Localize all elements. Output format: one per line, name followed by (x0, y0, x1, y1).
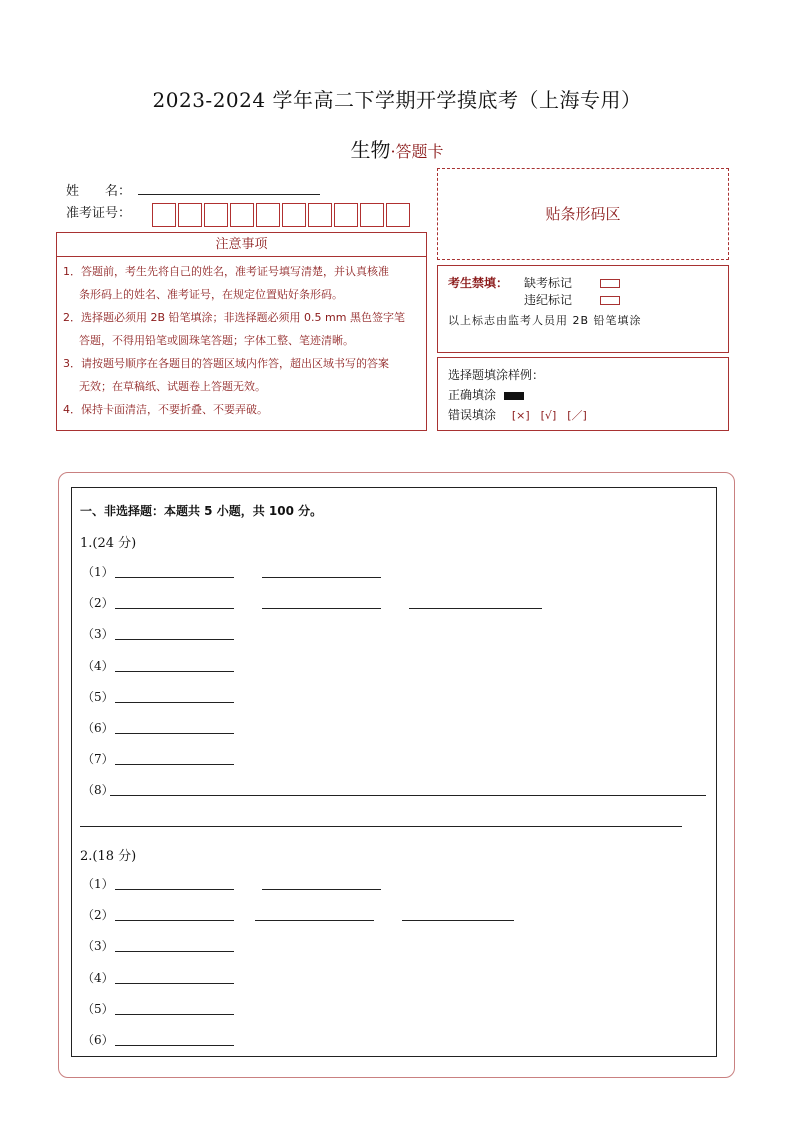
notice-list (63, 260, 422, 421)
notice-item: 答题，不得用铅笔或圆珠笔答题；字体工整、笔迹清晰。 (79, 334, 354, 347)
correct-fill-row (448, 386, 524, 403)
fill-sample-title: 选择题填涂样例： (448, 368, 545, 382)
exam-id-digit-box[interactable] (230, 203, 254, 227)
answer-line[interactable] (115, 1014, 234, 1015)
candidate-ban-box (437, 265, 729, 353)
notice-item: 条形码上的姓名、准考证号，在规定位置贴好条形码。 (79, 288, 343, 301)
answer-line[interactable] (115, 1045, 234, 1046)
violation-mark-box[interactable] (600, 296, 620, 305)
absent-label: 缺考标记 (524, 276, 573, 290)
exam-id-digit-box[interactable] (152, 203, 176, 227)
answer-line[interactable] (115, 577, 234, 578)
notice-item: 无效；在草稿纸、试题卷上答题无效。 (79, 380, 266, 393)
notice-item: 4．保持卡面清洁，不要折叠、不要弄破。 (63, 403, 268, 416)
exam-id-digit-box[interactable] (308, 203, 332, 227)
exam-id-digit-box[interactable] (178, 203, 202, 227)
answer-line[interactable] (115, 764, 234, 765)
absent-mark-box[interactable] (600, 279, 620, 288)
exam-id-digit-box[interactable] (256, 203, 280, 227)
correct-fill-label: 正确填涂 (448, 388, 497, 402)
candidate-ban-note: 以上标志由监考人员用 2B 铅笔填涂 (448, 314, 642, 327)
wrong-fill-marks: [×] [√] [／] (511, 409, 587, 422)
violation-label: 违纪标记 (524, 293, 573, 307)
exam-id-digit-box[interactable] (334, 203, 358, 227)
q2-sub-4-label: （4） (82, 971, 114, 985)
subject-title (0, 134, 794, 163)
q1-sub-7-label: （7） (82, 752, 114, 766)
answer-line[interactable] (115, 951, 234, 952)
question-1-title: 1.(24 分) (80, 536, 137, 551)
wrong-fill-label: 错误填涂 (448, 408, 497, 422)
name-label: 姓 名： (66, 184, 132, 199)
violation-row (524, 291, 620, 308)
name-field[interactable] (138, 194, 320, 195)
filled-sample-icon (504, 392, 524, 400)
answer-line[interactable] (115, 608, 234, 609)
q2-sub-2-label: （2） (82, 908, 114, 922)
q1-sub-8-label: （8） (82, 783, 114, 797)
notice-box (56, 232, 427, 431)
wrong-fill-row (448, 406, 587, 423)
q1-sub-5-label: （5） (82, 690, 114, 704)
notice-item: 2．选择题必须用 2B 铅笔填涂；非选择题必须用 0.5 mm 黑色签字笔 (63, 311, 405, 324)
subject-name: 生物 (350, 138, 391, 162)
exam-id-digit-box[interactable] (360, 203, 384, 227)
answer-line[interactable] (402, 920, 514, 921)
q2-sub-6-label: （6） (82, 1033, 114, 1047)
question-2-title: 2.(18 分) (80, 849, 137, 864)
q1-sub-1-label: （1） (82, 565, 114, 579)
notice-item: 1．答题前，考生先将自己的姓名，准考证号填写清楚，并认真核准 (63, 265, 389, 278)
q2-sub-5-label: （5） (82, 1002, 114, 1016)
answer-line[interactable] (115, 983, 234, 984)
q2-sub-3-label: （3） (82, 939, 114, 953)
q1-sub-2-label: （2） (82, 596, 114, 610)
notice-title: 注意事项 (57, 233, 426, 257)
answer-line[interactable] (262, 889, 381, 890)
exam-id-label: 准考证号： (66, 206, 132, 221)
q1-sub-6-label: （6） (82, 721, 114, 735)
answer-area (71, 487, 717, 1057)
answer-line[interactable] (115, 639, 234, 640)
answer-line[interactable] (262, 608, 381, 609)
exam-id-digit-box[interactable] (386, 203, 410, 227)
answer-line[interactable] (255, 920, 374, 921)
answer-line[interactable] (409, 608, 542, 609)
section-heading: 一、非选择题：本题共 5 小题，共 100 分。 (80, 504, 323, 518)
fill-sample-box (437, 357, 729, 431)
exam-id-digit-box[interactable] (204, 203, 228, 227)
answer-line[interactable] (80, 826, 682, 827)
q1-sub-3-label: （3） (82, 627, 114, 641)
answer-line[interactable] (110, 795, 706, 796)
answer-line[interactable] (115, 671, 234, 672)
answer-line[interactable] (115, 889, 234, 890)
q2-sub-1-label: （1） (82, 877, 114, 891)
barcode-area (437, 168, 729, 260)
answer-line[interactable] (115, 702, 234, 703)
notice-item: 3．请按题号顺序在各题目的答题区域内作答，超出区域书写的答案 (63, 357, 389, 370)
page-title: 2023-2024 学年高二下学期开学摸底考（上海专用） (152, 88, 642, 112)
answer-line[interactable] (115, 920, 234, 921)
subject-suffix: ·答题卡 (390, 142, 444, 161)
barcode-label: 贴条形码区 (545, 205, 621, 223)
absent-row (524, 274, 620, 291)
candidate-ban-label: 考生禁填： (448, 276, 509, 290)
exam-id-digit-box[interactable] (282, 203, 306, 227)
answer-line[interactable] (262, 577, 381, 578)
q1-sub-4-label: （4） (82, 659, 114, 673)
answer-line[interactable] (115, 733, 234, 734)
